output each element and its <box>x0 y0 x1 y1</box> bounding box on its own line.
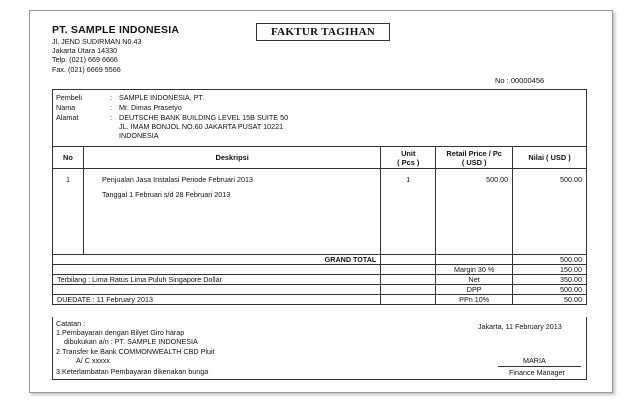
notes-box <box>52 317 587 380</box>
grand-total-value: 500.00 <box>513 255 587 265</box>
header-unit-line1: Unit <box>401 148 416 158</box>
header-value: Nilai ( USD ) <box>513 147 587 169</box>
document-title: FAKTUR TAGIHAN <box>256 23 390 41</box>
note-1a: 1.Pembayaran dengan Bilyet Giro harap <box>56 328 185 337</box>
terbilang-text: Terbilang : Lima Ratus Lima Puluh Singapore Dollar <box>53 275 381 285</box>
items-table <box>52 146 587 305</box>
name-colon: : <box>110 103 112 112</box>
net-value: 350.00 <box>513 275 587 285</box>
dpp-empty-unit <box>381 285 436 295</box>
margin-label: Margin 30 % <box>436 265 513 275</box>
table-header-row <box>53 147 587 169</box>
invoice-number: No : 00000456 <box>495 76 545 85</box>
customer-box <box>52 89 587 147</box>
row-price: 500.00 <box>436 169 513 255</box>
grand-total-label: GRAND TOTAL <box>53 255 381 265</box>
buyer-value: SAMPLE INDONESIA, PT. <box>119 93 205 102</box>
row-description-2: Tanggal 1 Februari s/d 28 Februari 2013 <box>101 190 231 199</box>
dpp-empty-left <box>53 285 381 295</box>
margin-empty-left <box>53 265 381 275</box>
header-unit-line2: ( Pcs ) <box>397 157 420 167</box>
ppn-label: PPn 10% <box>436 295 513 305</box>
address-label: Alamat <box>56 113 79 122</box>
grand-total-row <box>53 255 587 265</box>
margin-value: 150.00 <box>513 265 587 275</box>
company-fax: Fax. (021) 6669 5566 <box>52 65 121 74</box>
header-price-line2: ( USD ) <box>461 157 487 167</box>
address-colon: : <box>110 113 112 122</box>
dpp-label: DPP <box>436 285 513 295</box>
address-line-1: DEUTSCHE BANK BUILDING LEVEL 15B SUITE 50 <box>119 113 289 122</box>
net-empty-unit <box>381 275 436 285</box>
row-description <box>83 169 380 255</box>
header-price <box>436 147 513 169</box>
margin-empty-unit <box>381 265 436 275</box>
header-price-line1: Retail Price / Pc <box>446 148 502 158</box>
buyer-label: Pembeli <box>56 93 82 102</box>
dpp-value: 500.00 <box>513 285 587 295</box>
buyer-colon: : <box>110 93 112 102</box>
ppn-value: 50.00 <box>513 295 587 305</box>
header-description: Deskripsi <box>83 147 380 169</box>
note-1b: dibukukan a/n : PT. SAMPLE INDONESIA <box>64 337 198 346</box>
notes-heading: Catatan : <box>56 319 86 328</box>
row-unit: 1 <box>381 169 436 255</box>
header-unit <box>381 147 436 169</box>
note-3: 3.Keterlambatan Pembayaran dikenakan bunga <box>56 367 209 376</box>
ppn-row <box>53 295 587 305</box>
signature-place-date: Jakarta, 11 February 2013 <box>478 322 562 331</box>
name-label: Nama <box>56 103 76 112</box>
row-no: 1 <box>53 169 84 255</box>
signature-line <box>498 366 581 367</box>
grand-total-empty-2 <box>436 255 513 265</box>
company-address-1: Jl. JEND SUDIRMAN N0.43 <box>52 37 142 46</box>
ppn-empty-unit <box>381 295 436 305</box>
address-line-3: INDONESIA <box>119 131 159 140</box>
grand-total-empty-1 <box>381 255 436 265</box>
note-2a: 2.Transfer ke Bank COMMONWEALTH CBD Pluit <box>56 347 215 356</box>
company-name: PT. SAMPLE INDONESIA <box>52 24 180 36</box>
company-address-2: Jakarta Utara 14330 <box>52 46 118 55</box>
margin-row <box>53 265 587 275</box>
signature-name: MARIA <box>523 356 546 365</box>
address-line-2: JL. IMAM BONJOL NO.60 JAKARTA PUSAT 10221 <box>119 122 284 131</box>
row-description-1: Penjualan Jasa Instalasi Periode Februari 2013 <box>101 175 253 184</box>
company-phone: Telp. (021) 669 6666 <box>52 55 118 64</box>
net-label: Net <box>436 275 513 285</box>
row-value: 500.00 <box>513 169 587 255</box>
note-2b: A/ C xxxxx <box>76 356 110 365</box>
signature-position: Finance Manager <box>509 368 565 377</box>
header-no: No <box>53 147 84 169</box>
name-value: Mr. Dimas Prasetyo <box>119 103 182 112</box>
dpp-row <box>53 285 587 295</box>
duedate-text: DUEDATE : 11 February 2013 <box>53 295 381 305</box>
table-row <box>53 169 587 255</box>
net-row <box>53 275 587 285</box>
